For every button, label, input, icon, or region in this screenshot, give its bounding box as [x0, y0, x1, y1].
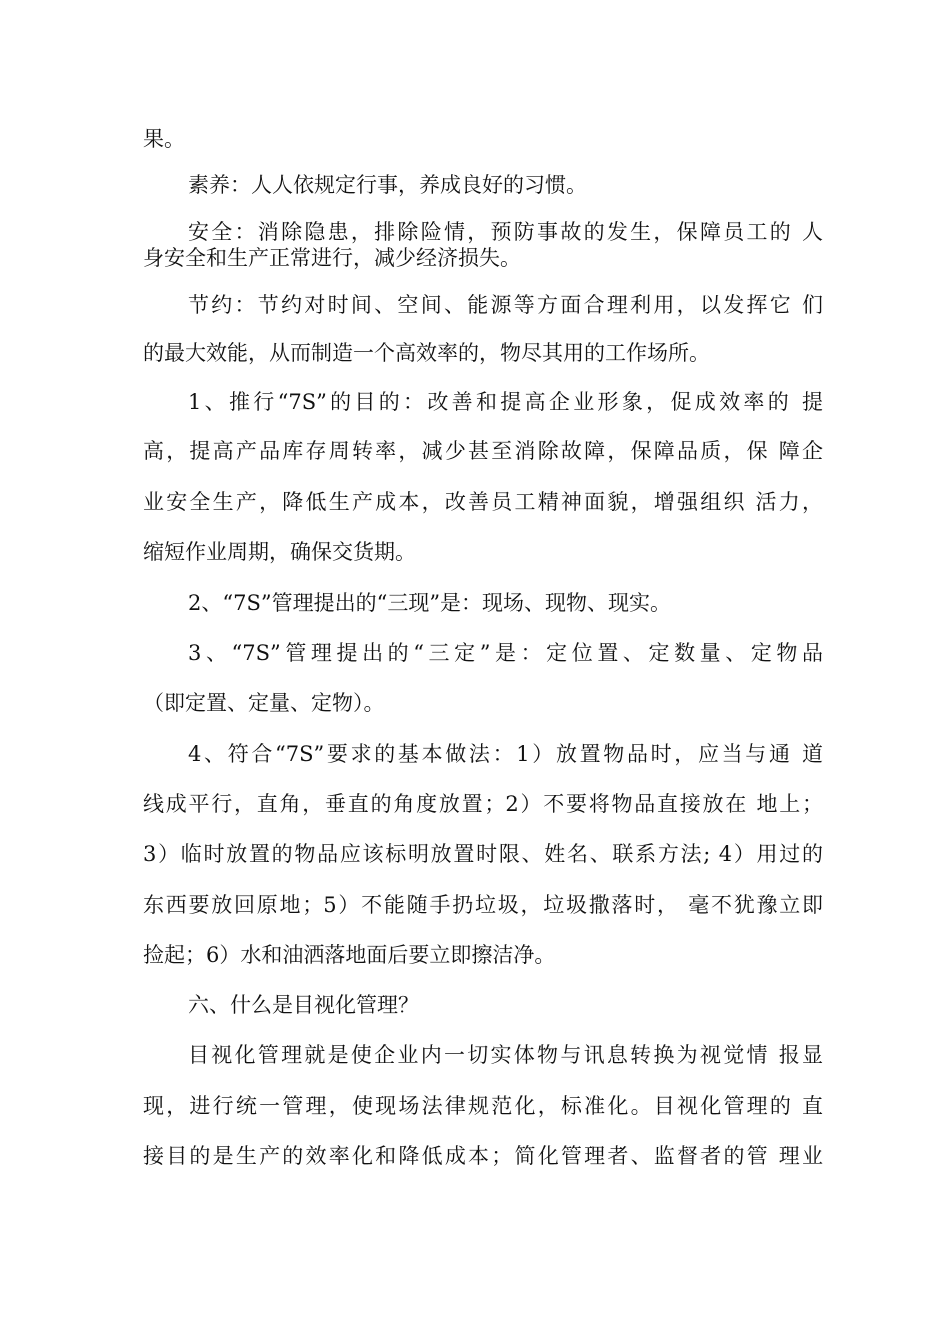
text-line: 捡起；6）水和油洒落地面后要立即擦洁净。 — [143, 943, 556, 967]
paragraph-line: 节约：节约对时间、空间、能源等方面合理利用，以发挥它 们 — [188, 293, 823, 317]
paragraph-line: 1、推行“7S”的目的：改善和提高企业形象，促成效率的 提 — [188, 390, 823, 414]
paragraph-line: 3、“7S”管理提出的“三定”是：定位置、定数量、定物品 — [188, 641, 823, 665]
paragraph-line: 2、“7S”管理提出的“三现”是：现场、现物、现实。 — [188, 591, 672, 615]
text-line: 缩短作业周期，确保交货期。 — [143, 540, 416, 564]
text-line: 线成平行，直角，垂直的角度放置；2）不要将物品直接放在 地上； — [143, 792, 823, 816]
paragraph-line: 安全：消除隐患，排除险情，预防事故的发生，保障员工的 人 — [188, 220, 823, 244]
paragraph-line: 素养：人人依规定行事，养成良好的习惯。 — [188, 173, 587, 197]
text-line: 业安全生产，降低生产成本，改善员工精神面貌，增强组织 活力， — [143, 490, 823, 514]
text-line: 3）临时放置的物品应该标明放置时限、姓名、联系方法; 4）用过的 — [143, 842, 823, 866]
text-line: 东西要放回原地；5）不能随手扔垃圾，垃圾撒落时， 毫不犹豫立即 — [143, 893, 823, 917]
text-line: 现，进行统一管理，使现场法律规范化，标准化。目视化管理的 直 — [143, 1094, 823, 1118]
text-line: 接目的是生产的效率化和降低成本；简化管理者、监督者的管 理业 — [143, 1144, 823, 1168]
text-line: 高，提高产品库存周转率，减少甚至消除故障，保障品质，保 障企 — [143, 439, 823, 463]
paragraph-line: 4、符合“7S”要求的基本做法：1）放置物品时，应当与通 道 — [188, 742, 823, 766]
text-line: 果。 — [143, 127, 185, 151]
section-heading: 六、什么是目视化管理？ — [188, 993, 419, 1017]
paragraph-line: 目视化管理就是使企业内一切实体物与讯息转换为视觉情 报显 — [188, 1043, 823, 1067]
text-line: 的最大效能，从而制造一个高效率的，物尽其用的工作场所。 — [143, 341, 710, 365]
text-line: （即定置、定量、定物）。 — [143, 691, 385, 715]
text-line: 身安全和生产正常进行，减少经济损失。 — [143, 246, 521, 270]
